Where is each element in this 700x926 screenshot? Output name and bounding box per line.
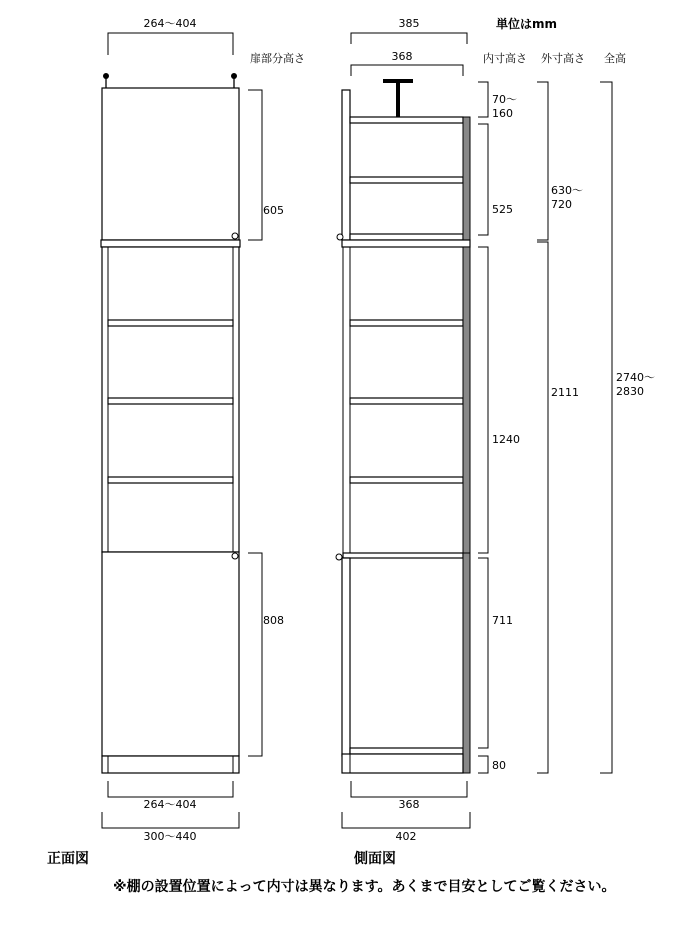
side-divider-board — [342, 240, 470, 247]
outer-height-lower — [537, 242, 579, 773]
inner-height-middle-shelves — [478, 247, 520, 553]
front-outer-width-label: 300～440 — [143, 830, 197, 843]
front-upper-door-hinge — [232, 233, 238, 239]
front-divider-board — [101, 240, 240, 247]
lower-door-height-label: 808 — [263, 614, 284, 627]
total-height-label-2: 2830 — [616, 385, 644, 398]
footnote: ※棚の設置位置によって内寸は異なります。あくまで目安としてご覧ください。 — [113, 879, 616, 895]
inner-height-header: 内寸高さ — [483, 52, 527, 65]
total-height-header: 全高 — [604, 52, 626, 65]
inner-height-top-gap — [478, 82, 517, 120]
outer-upper-label-1: 630～ — [551, 184, 583, 197]
side-upper-cabinet — [337, 90, 470, 240]
front-inner-width-dimension — [108, 781, 233, 811]
side-open-shelves — [343, 247, 470, 558]
inner-top-gap-label-2: 160 — [492, 107, 513, 120]
front-outer-width-dimension — [102, 812, 239, 843]
unit-label: 単位はmm — [496, 17, 558, 31]
side-top-inner-depth-label: 368 — [391, 50, 413, 63]
inner-middle-shelves-label: 1240 — [492, 433, 520, 446]
outer-height-header: 外寸高さ — [541, 52, 585, 65]
inner-lower-cabinet-label: 711 — [492, 614, 513, 627]
inner-height-lower-cabinet — [478, 558, 513, 748]
front-upper-door — [102, 88, 239, 240]
side-ceiling-support — [383, 79, 413, 120]
upper-door-height-label: 605 — [263, 204, 284, 217]
front-lower-door-hinge — [232, 553, 238, 559]
front-open-shelves — [102, 247, 239, 552]
front-top-width-label: 264～404 — [143, 17, 197, 30]
side-top-outer-depth-dimension — [351, 17, 467, 44]
side-plinth — [342, 754, 463, 773]
total-height-dimension — [600, 82, 655, 773]
inner-top-gap-label-1: 70～ — [492, 93, 517, 106]
door-height-header: 扉部分高さ — [250, 52, 305, 65]
front-inner-width-label: 264～404 — [143, 798, 197, 811]
front-top-width-dimension — [108, 17, 233, 55]
inner-height-plinth — [478, 756, 506, 773]
front-top-adjusters — [103, 73, 237, 88]
front-view-title: 正面図 — [47, 851, 89, 867]
side-top-outer-depth-label: 385 — [398, 17, 420, 30]
inner-plinth-label: 80 — [492, 759, 506, 772]
side-top-inner-depth-dimension — [351, 50, 463, 76]
front-upper-door-dimension — [248, 90, 284, 240]
side-bottom-outer-depth-dimension — [342, 812, 470, 843]
front-plinth — [102, 756, 239, 773]
inner-upper-cabinet-label: 525 — [492, 203, 513, 216]
side-view-title: 側面図 — [354, 851, 396, 867]
side-lower-cabinet — [336, 553, 470, 773]
inner-height-upper-cabinet — [478, 124, 513, 235]
front-lower-door — [102, 552, 239, 756]
side-bottom-inner-depth-dimension — [351, 781, 467, 811]
front-lower-door-dimension — [248, 553, 284, 756]
side-bottom-outer-depth-label: 402 — [395, 830, 417, 843]
total-height-label-1: 2740～ — [616, 371, 655, 384]
side-bottom-inner-depth-label: 368 — [398, 798, 420, 811]
outer-upper-label-2: 720 — [551, 198, 572, 211]
outer-height-upper — [537, 82, 583, 240]
outer-lower-label: 2111 — [551, 386, 579, 399]
